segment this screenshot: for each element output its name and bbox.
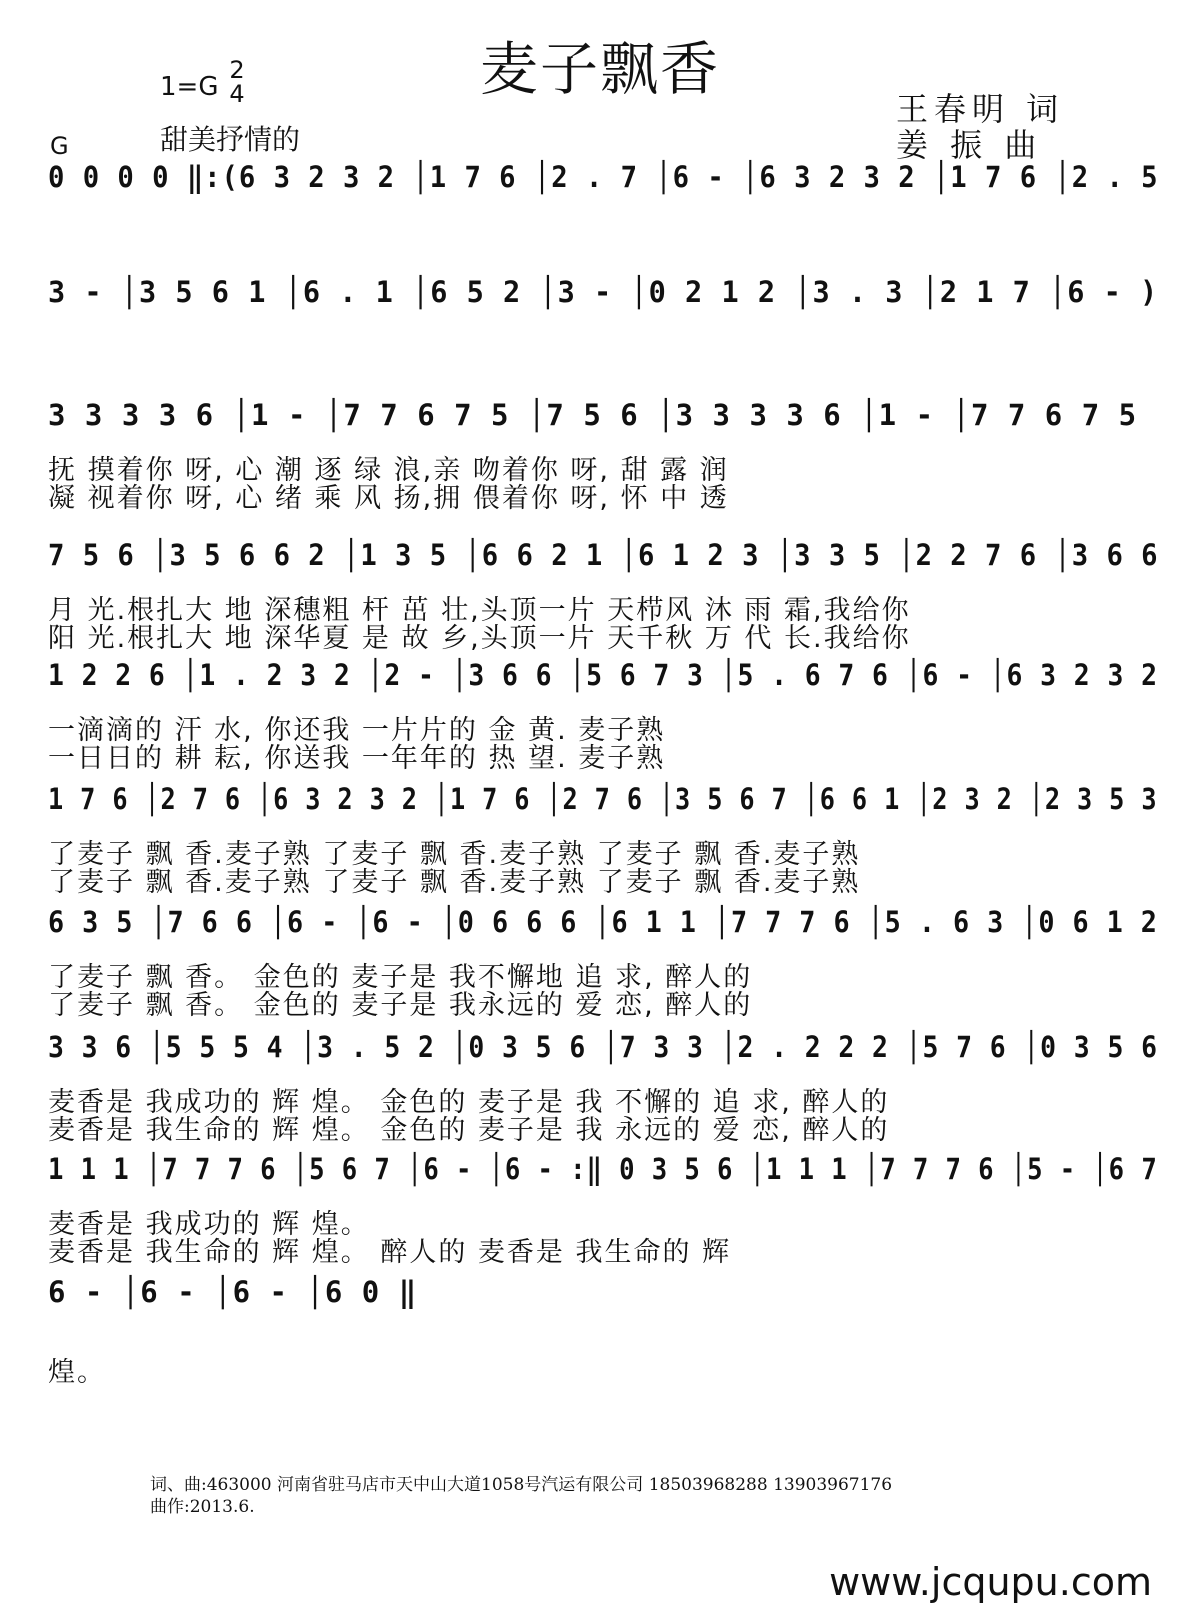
song-title: 麦子飘香 [479,35,720,103]
notation-line: 3 - │3 5 6 1 │6 . 1 │6 5 2 │3 - │0 2 1 2 │3 . 3 │2 1 7 │6 - ) [48,275,1159,309]
key-signature: 1=G [160,72,219,102]
lyric-line: 麦香是 我生命的 辉 煌。 金色的 麦子是 我 永远的 爱 恋, 醉人的 [48,1115,890,1146]
meter-bottom: 4 [229,80,245,108]
lyricist-credit: 王春明 词 [896,90,1065,128]
lyric-line: 了麦子 飘 香。 金色的 麦子是 我不懈地 追 求, 醉人的 [48,962,753,993]
lyric-line: 月 光.根扎大 地 深穗粗 杆 茁 壮,头顶一片 天栉风 沐 雨 霜,我给你 [48,595,911,626]
notation-line: 1 2 2 6 │1 . 2 3 2 │2 - │3 6 6 │5 6 7 3 │5 . 6 7 6 │6 - │6 3 2 3 2 [48,658,1158,692]
lyric-line: 麦香是 我生命的 辉 煌。 醉人的 麦香是 我生命的 辉 [48,1237,732,1268]
tempo-marking: 甜美抒情的 [160,123,301,156]
notation-line: 3 3 3 3 6 │1 - │7 7 6 7 5 │7 5 6 │3 3 3 3 6 │1 - │7 7 6 7 5 [48,398,1138,432]
lyric-line: 抚 摸着你 呀, 心 潮 逐 绿 浪,亲 吻着你 呀, 甜 露 润 [48,455,729,486]
lyric-line: 麦香是 我成功的 辉 煌。 金色的 麦子是 我 不懈的 追 求, 醉人的 [48,1087,890,1118]
lyric-line: 阳 光.根扎大 地 深华夏 是 故 乡,头顶一片 天千秋 万 代 长.我给你 [48,623,911,654]
footer-info [150,1474,892,1518]
lyric-line: 了麦子 飘 香。 金色的 麦子是 我永远的 爱 恋, 醉人的 [48,990,753,1021]
notation-line: 1 1 1 │7 7 7 6 │5 6 7 │6 - │6 - :‖ 0 3 5 6 │1 1 1 │7 7 7 6 │5 - │6 7 [48,1152,1158,1186]
lyric-line: 一滴滴的 汗 水, 你还我 一片片的 金 黄. 麦子熟 [48,715,666,746]
notation-line: 6 3 5 │7 6 6 │6 - │6 - │0 6 6 6 │6 1 1 │7 7 7 6 │5 . 6 3 │0 6 1 2 [48,905,1158,939]
chord-symbol: G [50,132,69,160]
notation-line: 6 - │6 - │6 - │6 0 ‖ [48,1275,418,1309]
lyric-line: 一日日的 耕 耘, 你送我 一年年的 热 望. 麦子熟 [48,743,666,774]
notation-line: 1 7 6 │2 7 6 │6 3 2 3 2 │1 7 6 │2 7 6 │3 5 6 7 │6 6 1 │2 3 2 │2 3 5 3 [48,782,1158,816]
lyric-line: 麦香是 我成功的 辉 煌。 [48,1209,370,1240]
footer-contact: 词、曲:463000 河南省驻马店市天中山大道1058号汽运有限公司 18503968288 13903967176 [150,1475,893,1495]
tail-lyric: 煌。 [48,1357,106,1388]
time-signature [226,58,248,106]
watermark-url: www.jcqupu.com [829,1560,1152,1604]
notation-line: 0 0 0 0 ‖:(6 3 2 3 2 │1 7 6 │2 . 7 │6 - │6 3 2 3 2 │1 7 6 │2 . 5 [48,160,1159,194]
footer-date: 曲作:2013.6. [150,1497,255,1517]
lyric-line: 了麦子 飘 香.麦子熟 了麦子 飘 香.麦子熟 了麦子 飘 香.麦子熟 [48,839,861,870]
composer-credit: 姜 振 曲 [896,126,1043,164]
notation-line: 3 3 6 │5 5 5 4 │3 . 5 2 │0 3 5 6 │7 3 3 │2 . 2 2 2 │5 7 6 │0 3 5 6 [48,1030,1158,1064]
lyric-line: 凝 视着你 呀, 心 绪 乘 风 扬,拥 偎着你 呀, 怀 中 透 [48,483,729,514]
notation-line: 7 5 6 │3 5 6 6 2 │1 3 5 │6 6 2 1 │6 1 2 3 │3 3 5 │2 2 7 6 │3 6 6 [48,538,1159,572]
meter-top: 2 [229,56,245,84]
lyric-line: 了麦子 飘 香.麦子熟 了麦子 飘 香.麦子熟 了麦子 飘 香.麦子熟 [48,867,861,898]
